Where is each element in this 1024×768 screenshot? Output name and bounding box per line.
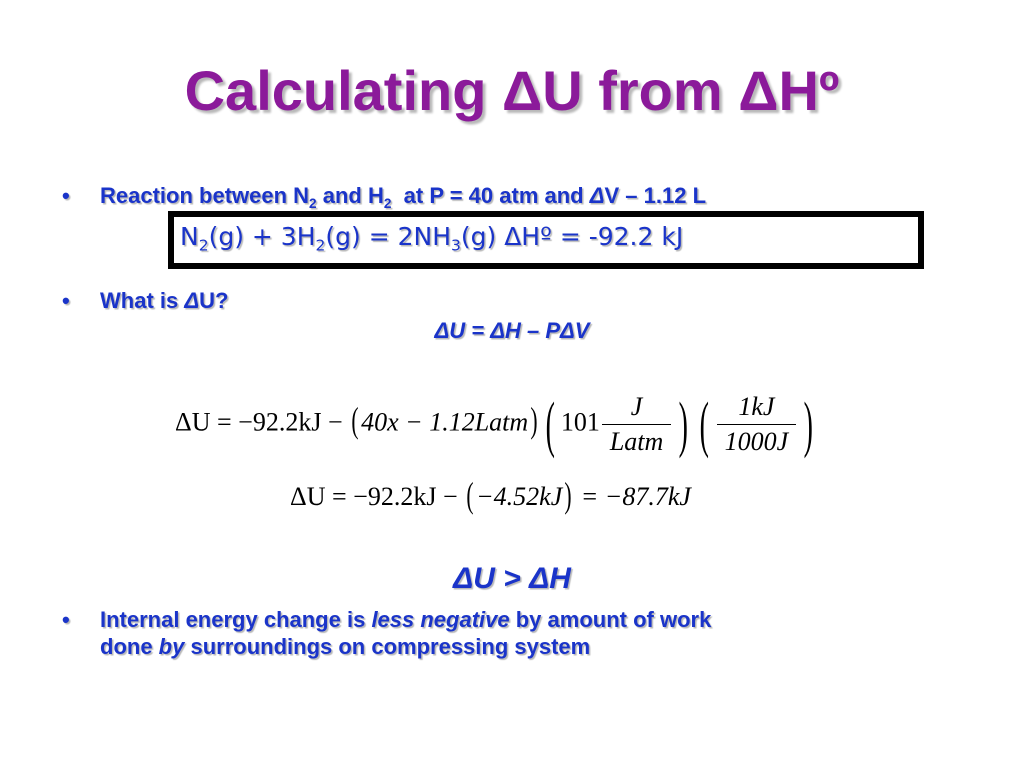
text-segment: by amount of work (509, 607, 712, 632)
text-segment: What is (100, 288, 185, 313)
text-segment: (g) + 3H (208, 222, 316, 251)
du-calculation-step2 (290, 474, 691, 516)
math-lhs: ΔU = −92.2kJ − (290, 482, 465, 511)
text-segment: U? (199, 288, 229, 313)
text-segment: Internal energy change is (100, 607, 372, 632)
math-inner: −4.52kJ (476, 482, 563, 511)
fraction-kj-per-j (717, 392, 797, 457)
text-segment: (g) ΔHº = -92.2 kJ (460, 222, 684, 251)
slide-title: Calculating ΔU from ΔHº (184, 59, 840, 122)
fraction-numerator: J (602, 392, 671, 425)
subscript: 2 (309, 195, 317, 211)
du-calculation-step1 (175, 392, 819, 457)
math-rhs: = −87.7kJ (574, 482, 691, 511)
du-definition-equation: ΔU = ΔH – PΔV (434, 318, 590, 343)
bullet-line-2 (62, 633, 942, 660)
reaction-equation (180, 222, 683, 254)
subscript: 2 (383, 195, 392, 211)
text-segment: (g) = 2NH (325, 222, 451, 251)
delta-symbol: Δ (184, 288, 200, 313)
paren-close: ) (564, 475, 572, 515)
paren-open: ( (699, 390, 709, 459)
du-greater-than-dh: ΔU > ΔH (453, 562, 571, 595)
bullet-internal-energy (62, 606, 942, 660)
fraction-j-per-latm (602, 392, 671, 457)
paren-close: ) (530, 400, 538, 441)
fraction-denominator: 1000J (724, 427, 789, 456)
paren-close: ) (803, 390, 814, 459)
paren-close: ) (678, 390, 689, 459)
bullet-what-is-du (62, 288, 228, 314)
bullet-point-icon: • (62, 288, 70, 313)
subscript: 3 (451, 236, 461, 255)
fraction-denominator: Latm (609, 427, 664, 456)
bullet-point-icon: • (62, 183, 70, 208)
math-coefficient: 101 (560, 407, 600, 437)
subscript: 2 (315, 236, 326, 255)
bullet-point-icon: • (62, 607, 70, 632)
paren-open: ( (466, 475, 474, 515)
text-segment: N (180, 222, 199, 251)
text-segment: and H (316, 183, 384, 208)
paren-open: ( (351, 400, 359, 441)
text-segment: Reaction between N (100, 183, 310, 208)
subscript: 2 (198, 236, 209, 255)
delta-symbol: Δ (589, 183, 605, 208)
text-emphasis: by (158, 634, 185, 659)
text-segment: surroundings on compressing system (184, 634, 591, 659)
text-segment: at P = 40 atm and (391, 183, 590, 208)
math-lhs: ΔU = −92.2kJ − (175, 407, 350, 437)
fraction-numerator: 1kJ (717, 392, 797, 425)
math-inner: 40x − 1.12Latm (361, 407, 529, 437)
bullet-line-1 (62, 606, 942, 633)
text-segment: V – 1.12 L (604, 183, 707, 208)
text-emphasis: less negative (371, 607, 510, 632)
text-segment: done (100, 634, 159, 659)
paren-open: ( (545, 390, 556, 459)
bullet-reaction-conditions (62, 183, 706, 211)
